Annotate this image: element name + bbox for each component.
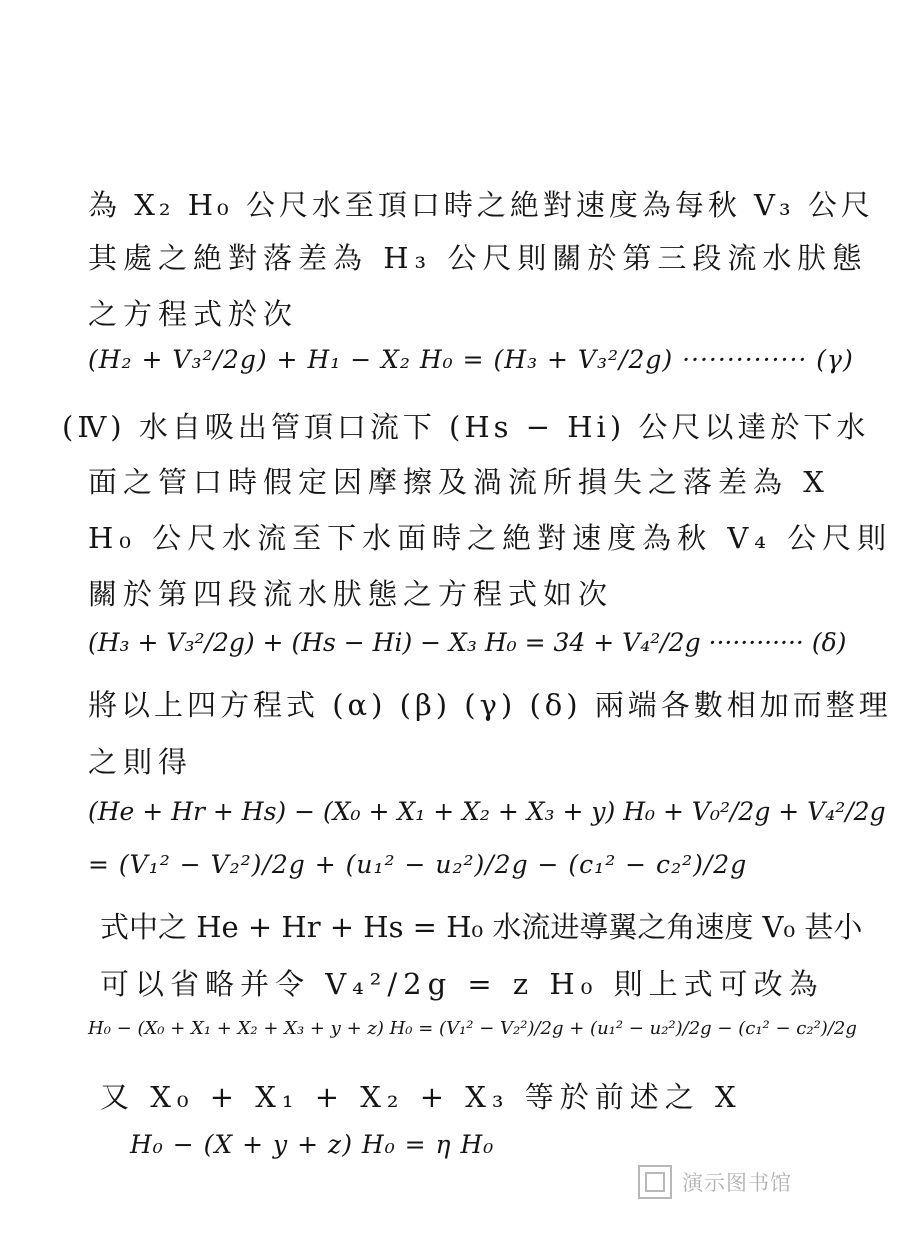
- text-line-11: 可以省略并令 V₄²/2g = z H₀ 則上式可改為: [100, 967, 824, 1001]
- library-watermark: [638, 1162, 818, 1202]
- watermark-text: 演示图书馆: [682, 1171, 792, 1195]
- text-line-2: 其處之絶對落差為 H₃ 公尺則關於第三段流水肰態: [88, 241, 868, 275]
- equation-sum-rhs: = (V₁² − V₂²)/2g + (u₁² − u₂²)/2g − (c₁² − c₂²)/2g: [88, 850, 748, 879]
- text-line-5: 面之管口時假定因摩擦及渦流所損失之落差為 X: [88, 465, 830, 499]
- text-line-10: 式中之 He + Hr + Hs = H₀ 水流进導翼之角速度 V₀ 甚小: [100, 910, 863, 944]
- text-line-3: 之方程式於次: [88, 297, 299, 331]
- text-line-9: 之則得: [88, 745, 194, 779]
- equation-simplified: H₀ − (X₀ + X₁ + X₂ + X₃ + y + z) H₀ = (V₁² − V₂²)/2g + (u₁² − u₂²)/2g − (c₁² − c₂²)/2g: [88, 1018, 857, 1039]
- text-line-6: H₀ 公尺水流至下水面時之絶對速度為秋 V₄ 公尺則: [88, 521, 893, 555]
- equation-sum: (He + Hr + Hs) − (X₀ + X₁ + X₂ + X₃ + y) H₀ + V₀²/2g + V₄²/2g: [88, 797, 886, 826]
- text-line-8: 將以上四方程式 (α) (β) (γ) (δ) 兩端各數相加而整理: [88, 688, 892, 722]
- equation-gamma: (H₂ + V₃²/2g) + H₁ − X₂ H₀ = (H₃ + V₃²/2g) ·············· (γ): [88, 345, 854, 374]
- text-line-section-iv: (Ⅳ) 水自吸出管頂口流下 (Hs − Hi) 公尺以達於下水: [62, 410, 870, 444]
- library-seal-icon: [638, 1165, 672, 1199]
- equation-efficiency: H₀ − (X + y + z) H₀ = η H₀: [130, 1130, 495, 1159]
- text-line-1: 為 X₂ H₀ 公尺水至頂口時之絶對速度為每秋 V₃ 公尺: [88, 188, 874, 222]
- text-line-12: 又 X₀ + X₁ + X₂ + X₃ 等於前述之 X: [100, 1080, 742, 1114]
- equation-delta: (H₃ + V₃²/2g) + (Hs − Hi) − X₃ H₀ = 34 + V₄²/2g ············ (δ): [88, 628, 847, 657]
- text-line-7: 關於第四段流水肰態之方程式如次: [88, 577, 614, 611]
